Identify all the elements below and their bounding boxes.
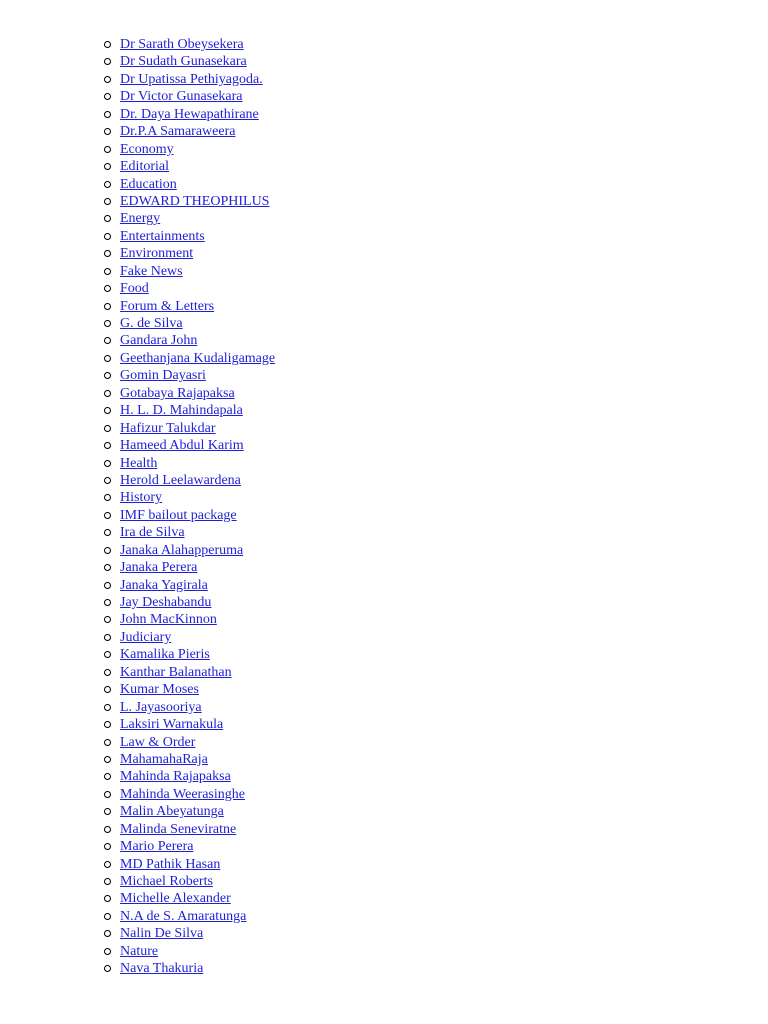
circle-bullet-icon	[104, 599, 111, 606]
category-link[interactable]: H. L. D. Mahindapala	[120, 403, 243, 419]
list-item	[104, 228, 275, 245]
circle-bullet-icon	[104, 93, 111, 100]
circle-bullet-icon	[104, 756, 111, 763]
circle-bullet-icon	[104, 739, 111, 746]
list-item	[104, 908, 275, 925]
list-item	[104, 856, 275, 873]
category-link[interactable]: Nava Thakuria	[120, 961, 204, 977]
list-item	[104, 315, 275, 332]
circle-bullet-icon	[104, 913, 111, 920]
list-item	[104, 524, 275, 541]
circle-bullet-icon	[104, 669, 111, 676]
circle-bullet-icon	[104, 181, 111, 188]
category-link[interactable]: Ira de Silva	[120, 525, 185, 541]
circle-bullet-icon	[104, 337, 111, 344]
category-link[interactable]: Environment	[120, 246, 194, 262]
category-link[interactable]: Geethanjana Kudaligamage	[120, 350, 276, 366]
list-item	[104, 402, 275, 419]
circle-bullet-icon	[104, 861, 111, 868]
category-list	[104, 36, 275, 978]
circle-bullet-icon	[104, 826, 111, 833]
category-link[interactable]: Dr. Daya Hewapathirane	[120, 106, 259, 122]
list-item	[104, 367, 275, 384]
category-link[interactable]: Herold Leelawardena	[120, 472, 241, 488]
circle-bullet-icon	[104, 146, 111, 153]
category-link[interactable]: Health	[120, 455, 158, 471]
list-item	[104, 594, 275, 611]
category-link[interactable]: Gotabaya Rajapaksa	[120, 385, 235, 401]
circle-bullet-icon	[104, 41, 111, 48]
category-link[interactable]: Gandara John	[120, 333, 198, 349]
category-link[interactable]: Dr Upatissa Pethiyagoda.	[120, 71, 263, 87]
circle-bullet-icon	[104, 58, 111, 65]
category-link[interactable]: Kamalika Pieris	[120, 647, 210, 663]
circle-bullet-icon	[104, 512, 111, 519]
circle-bullet-icon	[104, 268, 111, 275]
category-link[interactable]: Judiciary	[120, 629, 172, 645]
list-item	[104, 71, 275, 88]
list-item	[104, 664, 275, 681]
list-item	[104, 263, 275, 280]
list-item	[104, 716, 275, 733]
circle-bullet-icon	[104, 529, 111, 536]
list-item	[104, 646, 275, 663]
category-link[interactable]: Nalin De Silva	[120, 926, 204, 942]
list-item	[104, 821, 275, 838]
circle-bullet-icon	[104, 460, 111, 467]
circle-bullet-icon	[104, 564, 111, 571]
list-item	[104, 193, 275, 210]
category-link[interactable]: Law & Order	[120, 734, 196, 750]
list-item	[104, 943, 275, 960]
list-item	[104, 385, 275, 402]
circle-bullet-icon	[104, 111, 111, 118]
circle-bullet-icon	[104, 704, 111, 711]
category-link[interactable]: Mario Perera	[120, 839, 194, 855]
category-link[interactable]: Kumar Moses	[120, 682, 199, 698]
list-item	[104, 420, 275, 437]
circle-bullet-icon	[104, 878, 111, 885]
list-item	[104, 559, 275, 576]
category-link[interactable]: Dr Sudath Gunasekara	[120, 54, 247, 70]
list-item	[104, 768, 275, 785]
category-link[interactable]: Mahinda Weerasinghe	[120, 786, 245, 802]
circle-bullet-icon	[104, 198, 111, 205]
circle-bullet-icon	[104, 686, 111, 693]
list-item	[104, 577, 275, 594]
circle-bullet-icon	[104, 215, 111, 222]
category-link[interactable]: MahamahaRaja	[120, 751, 208, 767]
circle-bullet-icon	[104, 442, 111, 449]
category-link[interactable]: Janaka Yagirala	[120, 577, 208, 593]
list-item	[104, 53, 275, 70]
category-link[interactable]: Mahinda Rajapaksa	[120, 769, 231, 785]
category-link[interactable]: Education	[120, 176, 177, 192]
category-link[interactable]: Malinda Seneviratne	[120, 821, 237, 837]
circle-bullet-icon	[104, 965, 111, 972]
category-link[interactable]: Food	[120, 281, 149, 297]
list-item	[104, 751, 275, 768]
category-link[interactable]: Michael Roberts	[120, 874, 213, 889]
category-link[interactable]: Janaka Perera	[120, 560, 198, 576]
list-item	[104, 141, 275, 158]
circle-bullet-icon	[104, 843, 111, 850]
category-link[interactable]: Forum & Letters	[120, 298, 215, 314]
list-item	[104, 88, 275, 105]
category-link[interactable]: EDWARD THEOPHILUS	[120, 193, 270, 209]
list-item	[104, 699, 275, 716]
category-link[interactable]: Hafizur Talukdar	[120, 420, 216, 436]
circle-bullet-icon	[104, 250, 111, 257]
circle-bullet-icon	[104, 285, 111, 292]
category-link[interactable]: N.A de S. Amaratunga	[120, 908, 247, 924]
category-link[interactable]: Malin Abeyatunga	[120, 804, 224, 820]
list-item	[104, 158, 275, 175]
list-item	[104, 786, 275, 803]
circle-bullet-icon	[104, 791, 111, 798]
circle-bullet-icon	[104, 355, 111, 362]
circle-bullet-icon	[104, 372, 111, 379]
list-item	[104, 803, 275, 820]
category-link[interactable]: Dr.P.A Samaraweera	[120, 124, 236, 140]
list-item	[104, 542, 275, 559]
circle-bullet-icon	[104, 895, 111, 902]
list-item	[104, 925, 275, 942]
category-link[interactable]: Dr Victor Gunasekara	[120, 89, 243, 105]
circle-bullet-icon	[104, 773, 111, 780]
category-link[interactable]: Janaka Alahapperuma	[120, 542, 244, 558]
list-item	[104, 472, 275, 489]
circle-bullet-icon	[104, 616, 111, 623]
circle-bullet-icon	[104, 76, 111, 83]
list-item	[104, 332, 275, 349]
category-link[interactable]: Michelle Alexander	[120, 891, 231, 907]
circle-bullet-icon	[104, 477, 111, 484]
category-link[interactable]: Hameed Abdul Karim	[120, 438, 244, 454]
category-link[interactable]: History	[120, 490, 162, 506]
list-item	[104, 106, 275, 123]
category-link[interactable]: Fake News	[120, 263, 183, 279]
list-item	[104, 437, 275, 454]
list-item	[104, 280, 275, 297]
list-item	[104, 489, 275, 506]
list-item	[104, 298, 275, 315]
list-item	[104, 838, 275, 855]
category-link[interactable]: John MacKinnon	[120, 612, 217, 628]
list-item	[104, 681, 275, 698]
category-link[interactable]: Kanthar Balanathan	[120, 664, 232, 680]
category-link[interactable]: G. de Silva	[120, 316, 183, 331]
list-item	[104, 123, 275, 140]
circle-bullet-icon	[104, 233, 111, 240]
category-link[interactable]: Laksiri Warnakula	[120, 717, 224, 733]
category-link[interactable]: MD Pathik Hasan	[120, 856, 221, 872]
circle-bullet-icon	[104, 721, 111, 728]
circle-bullet-icon	[104, 390, 111, 397]
list-item	[104, 176, 275, 193]
circle-bullet-icon	[104, 582, 111, 589]
list-item	[104, 611, 275, 628]
circle-bullet-icon	[104, 163, 111, 170]
circle-bullet-icon	[104, 808, 111, 815]
category-link[interactable]: Dr Sarath Obeysekera	[120, 37, 244, 52]
circle-bullet-icon	[104, 128, 111, 135]
category-link[interactable]: Nature	[120, 943, 159, 959]
category-link[interactable]: Entertainments	[120, 228, 205, 244]
circle-bullet-icon	[104, 407, 111, 414]
circle-bullet-icon	[104, 651, 111, 658]
list-item	[104, 960, 275, 977]
list-item	[104, 350, 275, 367]
circle-bullet-icon	[104, 948, 111, 955]
category-link[interactable]: Editorial	[120, 159, 169, 175]
list-item	[104, 245, 275, 262]
list-item	[104, 455, 275, 472]
list-item	[104, 36, 275, 53]
category-link[interactable]: Energy	[120, 211, 161, 227]
category-link[interactable]: Jay Deshabandu	[120, 595, 212, 610]
list-item	[104, 873, 275, 890]
category-link[interactable]: IMF bailout package	[120, 507, 237, 523]
category-link[interactable]: Gomin Dayasri	[120, 368, 206, 384]
circle-bullet-icon	[104, 930, 111, 937]
list-item	[104, 734, 275, 751]
circle-bullet-icon	[104, 494, 111, 501]
circle-bullet-icon	[104, 320, 111, 327]
circle-bullet-icon	[104, 547, 111, 554]
list-item	[104, 507, 275, 524]
list-item	[104, 210, 275, 227]
category-link[interactable]: Economy	[120, 141, 174, 157]
circle-bullet-icon	[104, 634, 111, 641]
circle-bullet-icon	[104, 425, 111, 432]
list-item	[104, 890, 275, 907]
category-link[interactable]: L. Jayasooriya	[120, 699, 202, 715]
circle-bullet-icon	[104, 303, 111, 310]
list-item	[104, 629, 275, 646]
